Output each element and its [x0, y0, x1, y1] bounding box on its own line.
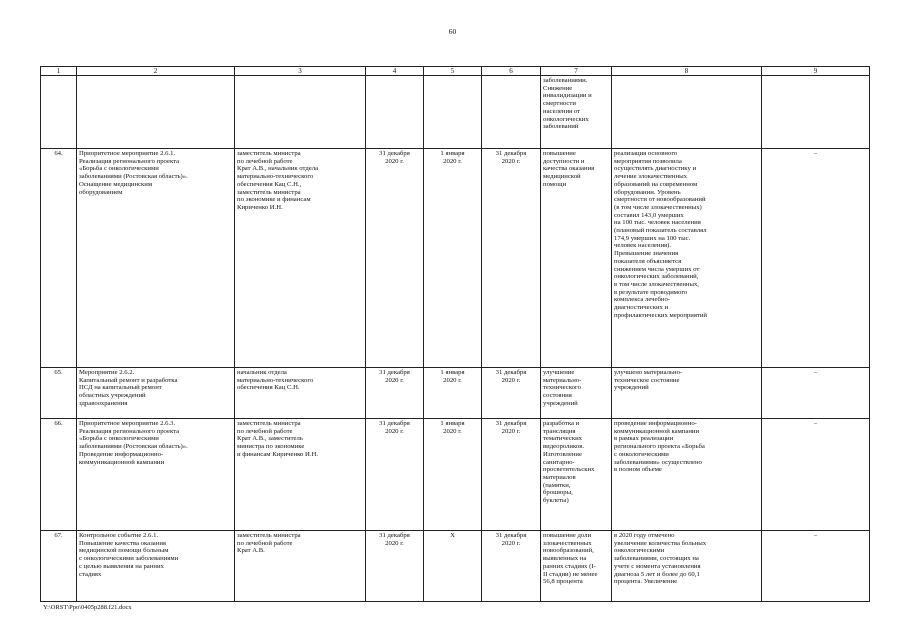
- column-header: 6: [482, 67, 541, 76]
- problems-cell: –: [762, 419, 870, 531]
- responsible-cell: заместитель министра по лечебной работе Крат А.В., начальник отдела материально-технического обеспечения Кац С.Н., заместитель министра по экономике и финансам Кириченко И.Н.: [235, 149, 366, 368]
- column-header: 4: [366, 67, 424, 76]
- measure-cell: Приоритетное мероприятие 2.6.1. Реализация регионального проекта «Борьба с онкологическими заболеваниями (Ростовская область)». Оснащение медицинским оборудованием: [77, 149, 235, 368]
- fact-end-date: 31 декабря 2020 г.: [482, 149, 541, 368]
- achieved-result: улучшено материально- техническое состояние учреждений: [612, 368, 762, 419]
- cell-empty: [41, 76, 77, 149]
- column-header: 8: [612, 67, 762, 76]
- cell-empty: [424, 76, 482, 149]
- row-number: 66.: [41, 419, 77, 531]
- responsible-cell: начальник отдела материально-технического обеспечения Кац С.Н.: [235, 368, 366, 419]
- cell-empty: [482, 76, 541, 149]
- table-row: [41, 368, 870, 419]
- cell-empty: [762, 76, 870, 149]
- row-number: 65.: [41, 368, 77, 419]
- responsible-cell: заместитель министра по лечебной работе Крат А.В., заместитель министра по экономике и финансам Кириченко И.Н.: [235, 419, 366, 531]
- expected-result: повышение доступности и качества оказания медицинской помощи: [541, 149, 612, 368]
- cell-empty: [366, 76, 424, 149]
- cell-empty: [235, 76, 366, 149]
- achieved-result: в 2020 году отмечено увеличение количества больных онкологическими заболеваниями, состоящих на учете с момента установления диагноза 5 лет и более до 60,1 процента. Увеличение: [612, 531, 762, 602]
- cell-empty: [77, 76, 235, 149]
- plan-end-date: 31 декабря 2020 г.: [366, 419, 424, 531]
- measure-cell: Мероприятие 2.6.2. Капитальный ремонт и разработка ПСД на капитальный ремонт областных учреждений здравоохранения: [77, 368, 235, 419]
- expected-result: разработка и трансляция тематических видеороликов. Изготовление санитарно- просветительских материалов (памятки, брошюры, буклеты): [541, 419, 612, 531]
- problems-cell: –: [762, 149, 870, 368]
- column-header: 1: [41, 67, 77, 76]
- problems-cell: –: [762, 531, 870, 602]
- fact-end-date: 31 декабря 2020 г.: [482, 531, 541, 602]
- row-number: 64.: [41, 149, 77, 368]
- plan-end-date: 31 декабря 2020 г.: [366, 149, 424, 368]
- measure-cell: Контрольное событие 2.6.1. Повышение качества оказания медицинской помощи больным с онкологическими заболеваниями с целью выявления на ранних стадиях: [77, 531, 235, 602]
- plan-end-date: 31 декабря 2020 г.: [366, 531, 424, 602]
- page-number: 60: [448, 27, 457, 36]
- problems-cell: –: [762, 368, 870, 419]
- column-header: 5: [424, 67, 482, 76]
- achieved-result: реализация основного мероприятия позволила осуществлять диагностику и лечение злокачественных образований на современном оборудовании. Уровень смертности от новообразований (в том числе злокачественных) составил 143,0 умерших на 100 тыс. человек населения (плановый показатель составлял 174,9 умерших на 100 тыс. человек населения). Превышение значения показателя объясняется снижением числа умерших от онкологических заболеваний, в том числе злокачественных, в результате проводимого комплекса лечебно- диагностических и профилактических мероприятий: [612, 149, 762, 368]
- row-number: 67.: [41, 531, 77, 602]
- fact-end-date: 31 декабря 2020 г.: [482, 419, 541, 531]
- fact-start-date: 1 января 2020 г.: [424, 419, 482, 531]
- column-number-row: [41, 67, 870, 76]
- fact-start-date: 1 января 2020 г.: [424, 149, 482, 368]
- fact-start-date: 1 января 2020 г.: [424, 368, 482, 419]
- column-header: 3: [235, 67, 366, 76]
- continuation-row: [41, 76, 870, 149]
- expected-result: повышение доли злокачественных новообразований, выявленных на ранних стадиях (I- II стадии) не менее 56,8 процента: [541, 531, 612, 602]
- continuation-expected-result: заболеваниями. Снижение инвалидизации и смертности населения от онкологических заболеваний: [541, 76, 612, 149]
- report-table: [40, 66, 870, 602]
- column-header: 9: [762, 67, 870, 76]
- column-header: 2: [77, 67, 235, 76]
- table-row: [41, 531, 870, 602]
- file-path-footer: Y:\ORST\Ppo\0405p288.f21.docx: [43, 604, 132, 611]
- fact-end-date: 31 декабря 2020 г.: [482, 368, 541, 419]
- expected-result: улучшение материально- технического состояния учреждений: [541, 368, 612, 419]
- column-header: 7: [541, 67, 612, 76]
- table-row: [41, 149, 870, 368]
- measure-cell: Приоритетное мероприятие 2.6.3. Реализация регионального проекта «Борьба с онкологическими заболеваниями (Ростовская область)». Проведение информационно- коммуникационной кампании: [77, 419, 235, 531]
- responsible-cell: заместитель министра по лечебной работе Крат А.В.: [235, 531, 366, 602]
- fact-start-date: Х: [424, 531, 482, 602]
- table-row: [41, 419, 870, 531]
- cell-empty: [612, 76, 762, 149]
- achieved-result: проведение информационно- коммуникационной кампании в рамках реализации регионального проекта «Борьба с онкологическими заболеваниями» осуществлено в полном объеме: [612, 419, 762, 531]
- plan-end-date: 31 декабря 2020 г.: [366, 368, 424, 419]
